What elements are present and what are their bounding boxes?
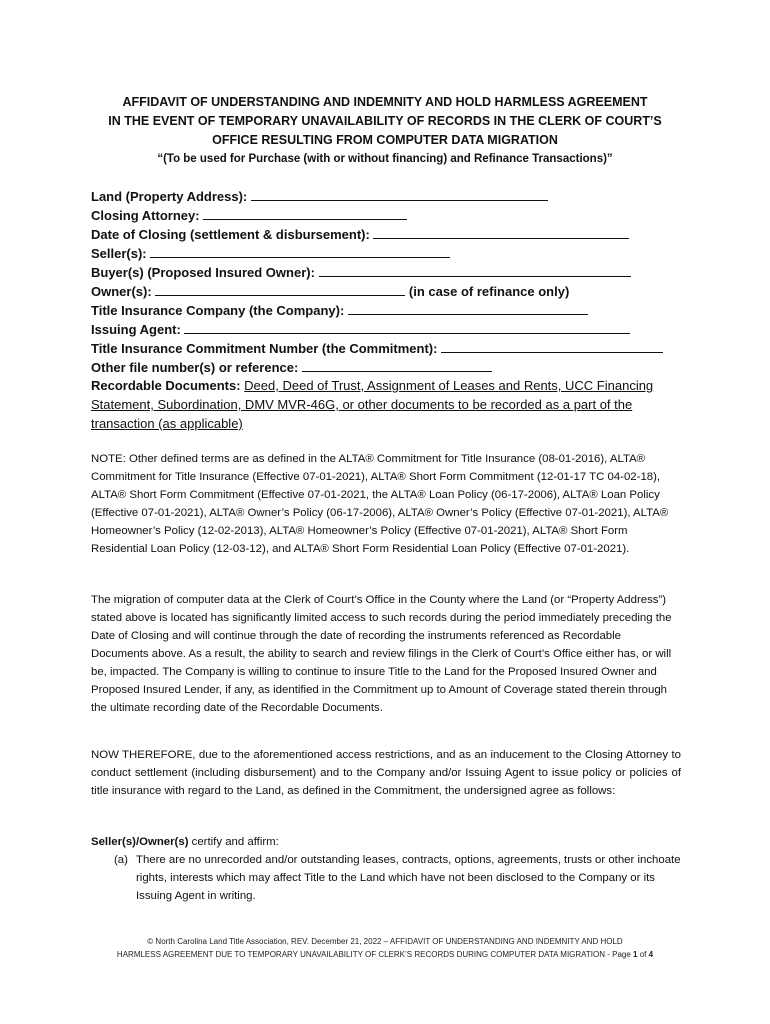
field-closing-attorney [91,205,407,225]
title-line-3: OFFICE RESULTING FROM COMPUTER DATA MIGRATION [212,133,558,147]
field-other-file-blank[interactable] [302,357,492,372]
document-title [60,93,710,150]
field-buyers [91,262,631,282]
field-closing-attorney-blank[interactable] [203,205,407,220]
field-title-company-label: Title Insurance Company (the Company): [91,303,345,318]
certify-parties: Seller(s)/Owner(s) [91,836,189,848]
field-title-company [91,300,588,320]
field-commitment-number-label: Title Insurance Commitment Number (the Commitment): [91,341,438,356]
field-issuing-agent-label: Issuing Agent: [91,322,181,337]
field-commitment-number-blank[interactable] [441,338,663,353]
field-owners [91,281,569,301]
field-owners-note: (in case of refinance only) [408,284,570,299]
field-commitment-number [91,338,663,358]
field-land-label: Land (Property Address): [91,189,248,204]
field-sellers-label: Seller(s): [91,246,147,261]
footer-line-2-text: HARMLESS AGREEMENT DUE TO TEMPORARY UNAVAILABILITY OF CLERK’S RECORDS DURING COMPUTER DATA MIGRATION - Page [116,950,634,959]
field-recordable-documents [91,376,681,433]
footer-line-1: © North Carolina Land Title Association, REV. December 21, 2022 – AFFIDAVIT OF UNDERSTANDING AND INDEMNITY AND HOLD [147,937,623,946]
now-therefore-paragraph: NOW THEREFORE, due to the aforementioned access restrictions, and as an inducement to the Closing Attorney to conduct settlement (including disbursement) and to the Company and/or Issuing Agent to issue policy or policies of title insurance with regard to the Land, as defined in the Commitment, the undersigned agree as follows: [91,749,681,797]
field-issuing-agent [91,319,630,339]
footer-page-number: 1 [633,950,638,959]
certify-line [91,833,681,851]
certify-text: certify and affirm: [188,836,279,848]
field-sellers [91,243,450,263]
list-item [114,851,682,905]
footer-of: of [637,950,649,959]
field-owners-label: Owner(s): [91,284,152,299]
field-date-of-closing-blank[interactable] [373,224,629,239]
field-land-blank[interactable] [251,186,548,201]
list-item-text: There are no unrecorded and/or outstanding leases, contracts, options, agreements, trusts or other inchoate rights, interests which may affect Title to the Land which have not been disclosed to the Company or its Issuing Agent in writing. [136,854,681,902]
footer-line-2 [60,948,710,961]
field-buyers-blank[interactable] [319,262,631,277]
recordable-documents-value: Deed, Deed of Trust, Assignment of Leases and Rents, UCC Financing Statement, Subordination, DMV MVR-46G, or other documents to be recorded as a part of the transaction (as applicable) [91,378,654,431]
document-subtitle: “(To be used for Purchase (with or without financing) and Refinance Transactions)” [157,153,613,165]
field-sellers-blank[interactable] [150,243,450,258]
field-issuing-agent-blank[interactable] [184,319,630,334]
field-date-of-closing-label: Date of Closing (settlement & disbursement): [91,227,370,242]
field-land [91,186,548,206]
page-footer [60,935,710,961]
field-closing-attorney-label: Closing Attorney: [91,208,200,223]
field-date-of-closing [91,224,629,244]
footer-page-total: 4 [648,950,654,959]
field-buyers-label: Buyer(s) (Proposed Insured Owner): [91,265,315,280]
field-title-company-blank[interactable] [348,300,588,315]
field-owners-blank[interactable] [155,281,405,296]
title-line-2: IN THE EVENT OF TEMPORARY UNAVAILABILITY OF RECORDS IN THE CLERK OF COURT’S [108,114,662,128]
title-line-1: AFFIDAVIT OF UNDERSTANDING AND INDEMNITY AND HOLD HARMLESS AGREEMENT [122,95,648,109]
recordable-documents-label: Recordable Documents: [91,378,241,393]
migration-paragraph: The migration of computer data at the Clerk of Court’s Office in the County where the Land (or “Property Address”) stated above is located has significantly limited access to such records during the period immediately preceding the Date of Closing and will continue through the date of recording the instruments referenced as Recordable Documents above. As a result, the ability to search and review filings in the Clerk of Court’s Office either has, or will be, impacted. The Company is willing to continue to insure Title to the Land for the Proposed Insured Owner and Proposed Insured Lender, if any, as identified in the Commitment up to Amount of Coverage stated therein through the ultimate recording date of the Recordable Documents. [91,594,672,714]
field-other-file-label: Other file number(s) or reference: [91,360,299,375]
note-paragraph: NOTE: Other defined terms are as defined in the ALTA® Commitment for Title Insurance (08-01-2016), ALTA® Commitment for Title Insurance (Effective 07-01-2021), ALTA® Short Form Commitment (12-01-17 TC 04-02-18), ALTA® Short Form Commitment (Effective 07-01-2021, the ALTA® Loan Policy (06-17-2006), ALTA® Loan Policy (Effective 07-01-2021), ALTA® Owner’s Policy (06-17-2006), ALTA® Owner’s Policy (Effective 07-01-2021), ALTA® Homeowner’s Policy (12-02-2013), ALTA® Homeowner’s Policy (Effective 07-01-2021), ALTA® Short Form Residential Loan Policy (12-03-12), and ALTA® Short Form Residential Loan Policy (Effective 07-01-2021). [91,453,669,555]
field-other-file [91,357,492,377]
list-item-marker: (a) [114,854,128,866]
